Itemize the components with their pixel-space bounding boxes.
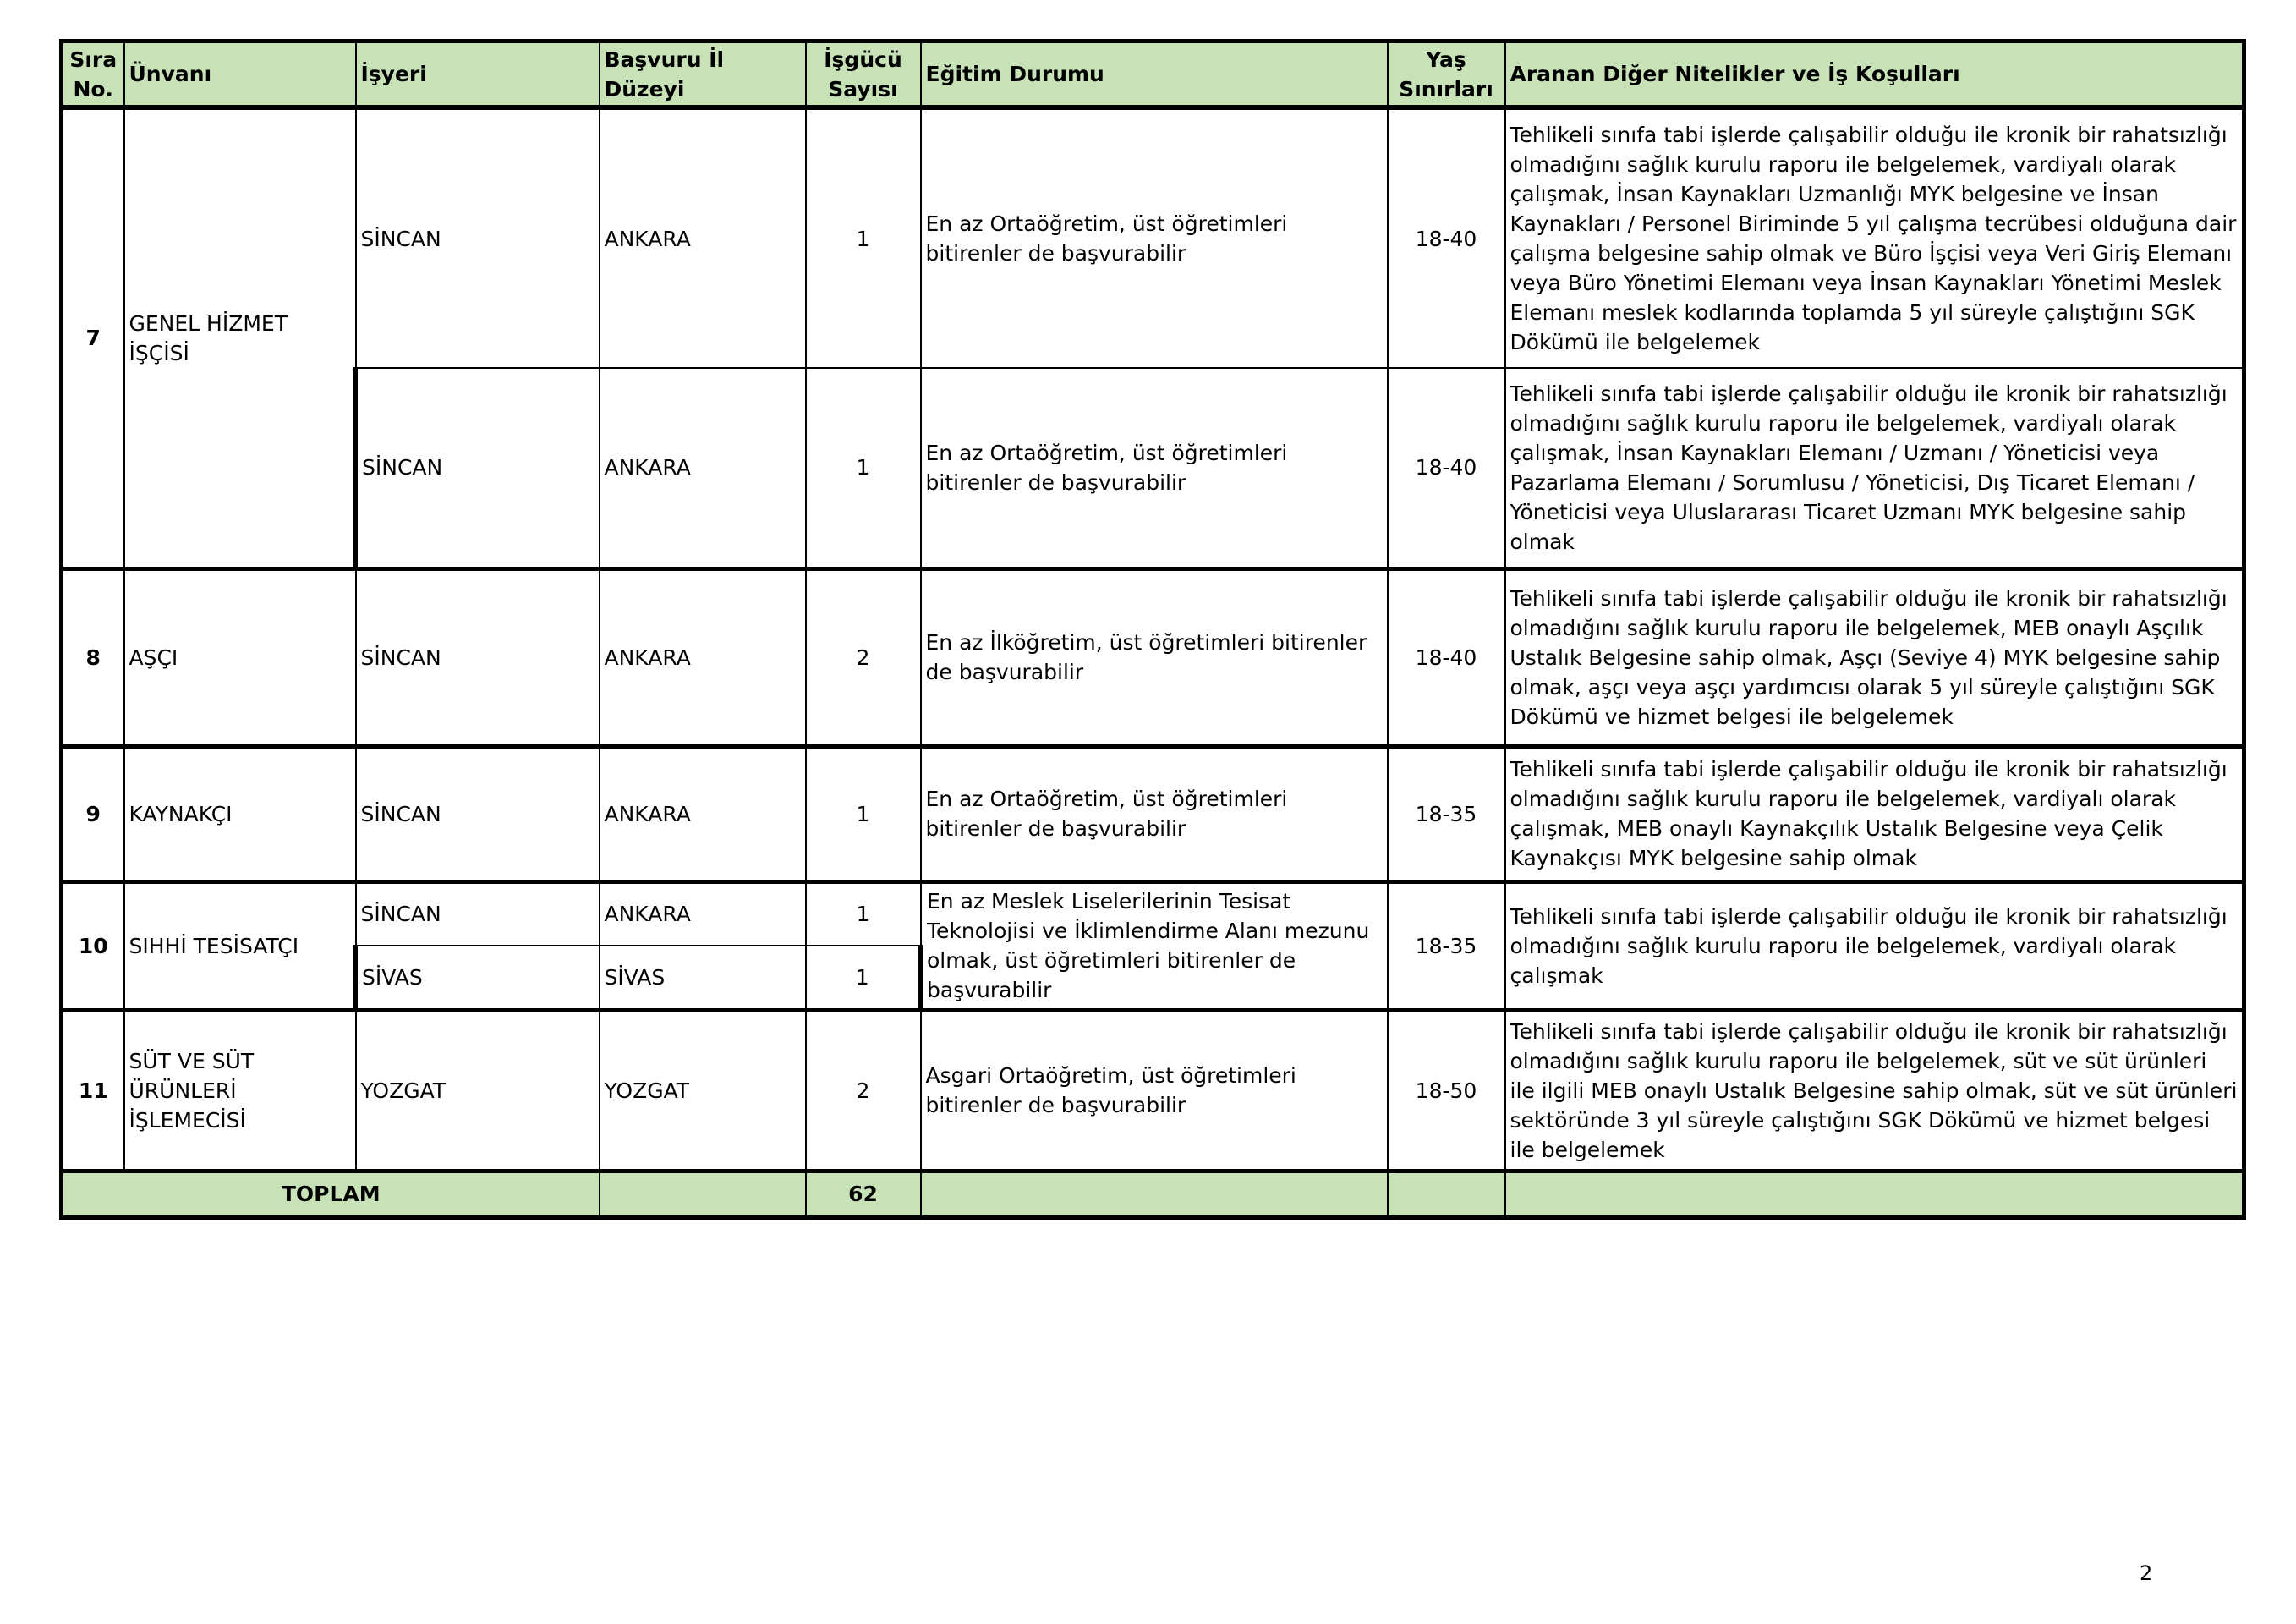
job-title: GENEL HİZMET İŞÇİSİ	[124, 107, 356, 568]
job-title: AŞÇI	[124, 568, 356, 746]
job-title: SÜT VE SÜT ÜRÜNLERİ İŞLEMECİSİ	[124, 1010, 356, 1171]
education-cell: En az Ortaöğretim, üst öğretimleri bitirenler de başvurabilir	[921, 107, 1388, 368]
total-empty-cell	[1388, 1171, 1505, 1217]
province-cell: ANKARA	[600, 368, 806, 568]
requirements-cell: Tehlikeli sınıfa tabi işlerde çalışabilir olduğu ile kronik bir rahatsızlığı olmadığını sağlık kurulu raporu ile belgelemek, vardiyalı olarak çalışmak, MEB onaylı Kaynakçılık Ustalık Belgesine veya Çelik Kaynakçısı MYK belgesine sahip olmak	[1505, 746, 2244, 881]
workplace-cell: SİNCAN	[356, 107, 600, 368]
count-cell: 2	[806, 1010, 921, 1171]
requirements-cell: Tehlikeli sınıfa tabi işlerde çalışabilir olduğu ile kronik bir rahatsızlığı olmadığını sağlık kurulu raporu ile belgelemek, vardiyalı olarak çalışmak, İnsan Kaynakları Elemanı / Uzmanı / Yöneticisi veya Pazarlama Elemanı / Sorumlusu / Yöneticisi, Dış Ticaret Elemanı / Yöneticisi veya Uluslararası Ticaret Uzmanı MYK belgesine sahip olmak	[1505, 368, 2244, 568]
total-count: 62	[806, 1171, 921, 1217]
province-cell: ANKARA	[600, 568, 806, 746]
count-cell: 1	[806, 746, 921, 881]
total-row	[62, 1171, 2244, 1217]
workplace-cell: SİVAS	[356, 946, 600, 1010]
total-empty-cell	[921, 1171, 1388, 1217]
count-cell: 1	[806, 107, 921, 368]
age-cell: 18-40	[1388, 568, 1505, 746]
education-cell: En az İlköğretim, üst öğretimleri bitirenler de başvurabilir	[921, 568, 1388, 746]
job-title: KAYNAKÇI	[124, 746, 356, 881]
age-cell: 18-40	[1388, 107, 1505, 368]
workplace-cell: SİNCAN	[356, 568, 600, 746]
total-empty-cell	[600, 1171, 806, 1217]
table-row	[62, 881, 2244, 946]
header-yas-siniri: Yaş Sınırları	[1388, 41, 1505, 108]
workplace-cell: SİNCAN	[356, 368, 600, 568]
age-cell: 18-50	[1388, 1010, 1505, 1171]
row-number: 11	[62, 1010, 124, 1171]
province-cell: ANKARA	[600, 746, 806, 881]
table-row	[62, 1010, 2244, 1171]
education-cell: En az Ortaöğretim, üst öğretimleri bitirenler de başvurabilir	[921, 368, 1388, 568]
header-unvan: Ünvanı	[124, 41, 356, 108]
row-number: 8	[62, 568, 124, 746]
count-cell: 1	[806, 946, 921, 1010]
province-cell: ANKARA	[600, 107, 806, 368]
requirements-cell: Tehlikeli sınıfa tabi işlerde çalışabilir olduğu ile kronik bir rahatsızlığı olmadığını sağlık kurulu raporu ile belgelemek, süt ve süt ürünleri ile ilgili MEB onaylı Ustalık Belgesine sahip olmak, süt ve süt ürünleri sektöründe 3 yıl süreyle çalıştığını SGK Dökümü ve hizmet belgesi ile belgelemek	[1505, 1010, 2244, 1171]
education-cell: Asgari Ortaöğretim, üst öğretimleri bitirenler de başvurabilir	[921, 1010, 1388, 1171]
requirements-cell: Tehlikeli sınıfa tabi işlerde çalışabilir olduğu ile kronik bir rahatsızlığı olmadığını sağlık kurulu raporu ile belgelemek, MEB onaylı Aşçılık Ustalık Belgesine sahip olmak, Aşçı (Seviye 4) MYK belgesine sahip olmak, aşçı veya aşçı yardımcısı olarak 5 yıl süreyle çalıştığını SGK Dökümü ve hizmet belgesi ile belgelemek	[1505, 568, 2244, 746]
page-number: 2	[2140, 1561, 2153, 1585]
count-cell: 2	[806, 568, 921, 746]
header-basvuru-il: Başvuru İl Düzeyi	[600, 41, 806, 108]
job-title: SIHHİ TESİSATÇI	[124, 881, 356, 1010]
header-egitim-durumu: Eğitim Durumu	[921, 41, 1388, 108]
table-row	[62, 107, 2244, 368]
workplace-cell: SİNCAN	[356, 881, 600, 946]
education-cell: En az Meslek Liselerilerinin Tesisat Teknolojisi ve İklimlendirme Alanı mezunu olmak, üst öğretimleri bitirenler de başvurabilir	[921, 881, 1388, 1010]
table-row	[62, 368, 2244, 568]
header-sira-no: Sıra No.	[62, 41, 124, 108]
workplace-cell: YOZGAT	[356, 1010, 600, 1171]
row-number: 10	[62, 881, 124, 1010]
requirements-cell: Tehlikeli sınıfa tabi işlerde çalışabilir olduğu ile kronik bir rahatsızlığı olmadığını sağlık kurulu raporu ile belgelemek, vardiyalı olarak çalışmak, İnsan Kaynakları Uzmanlığı MYK belgesine ve İnsan Kaynakları / Personel Biriminde 5 yıl çalışma tecrübesi olduğuna dair çalışma belgesine sahip olmak ve Büro İşçisi veya Veri Giriş Elemanı veya Büro Yönetimi Elemanı veya İnsan Kaynakları Yönetimi Meslek Elemanı meslek kodlarında toplamda 5 yıl süreyle çalıştığını SGK Dökümü ile belgelemek	[1505, 107, 2244, 368]
province-cell: SİVAS	[600, 946, 806, 1010]
age-cell: 18-35	[1388, 746, 1505, 881]
total-label: TOPLAM	[62, 1171, 600, 1217]
count-cell: 1	[806, 368, 921, 568]
header-isgucu-sayisi: İşgücü Sayısı	[806, 41, 921, 108]
header-nitelikler: Aranan Diğer Nitelikler ve İş Koşulları	[1505, 41, 2244, 108]
requirements-cell: Tehlikeli sınıfa tabi işlerde çalışabilir olduğu ile kronik bir rahatsızlığı olmadığını sağlık kurulu raporu ile belgelemek, vardiyalı olarak çalışmak	[1505, 881, 2244, 1010]
province-cell: ANKARA	[600, 881, 806, 946]
count-cell: 1	[806, 881, 921, 946]
table-row	[62, 568, 2244, 746]
table-row	[62, 746, 2244, 881]
job-listing-table	[59, 39, 2246, 1220]
age-cell: 18-35	[1388, 881, 1505, 1010]
row-number: 7	[62, 107, 124, 568]
workplace-cell: SİNCAN	[356, 746, 600, 881]
row-number: 9	[62, 746, 124, 881]
header-isyeri: İşyeri	[356, 41, 600, 108]
province-cell: YOZGAT	[600, 1010, 806, 1171]
table-header-row	[62, 41, 2244, 108]
total-empty-cell	[1505, 1171, 2244, 1217]
age-cell: 18-40	[1388, 368, 1505, 568]
education-cell: En az Ortaöğretim, üst öğretimleri bitirenler de başvurabilir	[921, 746, 1388, 881]
